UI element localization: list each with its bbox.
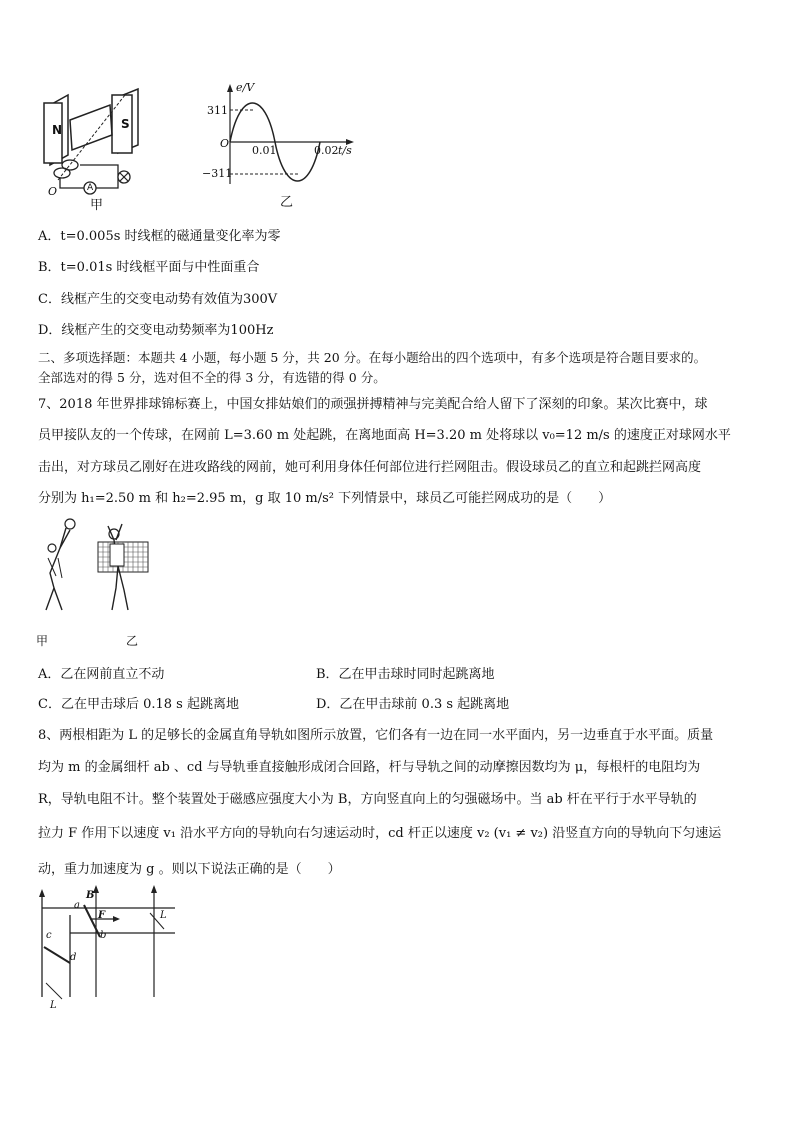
rails-figure: [30, 885, 190, 1010]
q6-option-c: C．线框产生的交变电动势有效值为300V: [38, 292, 278, 307]
q7-line4: 分别为 h₁=2.50 m 和 h₂=2.95 m，g 取 10 m/s² 下列情景中，球员乙可能拦网成功的是（ ）: [38, 491, 612, 506]
graph-x-axis-label: t/s: [338, 144, 352, 157]
q6-option-a: A．t=0.005s 时线框的磁通量变化率为零: [38, 229, 281, 244]
q7-option-b: B．乙在甲击球时同时起跳离地: [316, 667, 495, 682]
magnet-n-label: N: [52, 123, 63, 137]
graph-y-axis-label: e/V: [236, 81, 255, 94]
q7-option-c: C．乙在甲击球后 0.18 s 起跳离地: [38, 697, 239, 712]
rails-label-force-f: F: [98, 910, 106, 921]
q7-line2: 员甲接队友的一个传球，在网前 L=3.60 m 处起跳，在离地面高 H=3.20 m 处将球以 v₀=12 m/s 的速度正对球网水平: [38, 428, 731, 443]
rails-label-a: a: [74, 900, 80, 911]
q8-line5: 动，重力加速度为 g 。则以下说法正确的是（ ）: [38, 862, 341, 877]
q7-line3: 击出，对方球员乙刚好在进攻路线的网前，她可利用身体任何部位进行拦网阻击。假设球员乙的直立和起跳拦网高度: [38, 460, 702, 475]
q7-line1: 7、2018 年世界排球锦标赛上，中国女排姑娘们的顽强拼搏精神与完美配合给人留下了深刻的印象。某次比赛中，球: [38, 397, 708, 412]
rails-label-d: d: [70, 952, 77, 963]
q8-line4: 拉力 F 作用下以速度 v₁ 沿水平方向的导轨向右匀速运动时，cd 杆正以速度 v₂ (v₁ ≠ v₂) 沿竖直方向的导轨向下匀速运: [38, 826, 722, 841]
q6-option-b: B．t=0.01s 时线框平面与中性面重合: [38, 260, 260, 275]
rails-label-l-top: L: [160, 910, 167, 921]
generator-caption: 甲: [90, 198, 104, 213]
rails-label-b: b: [100, 930, 107, 941]
graph-y-max-label: 311: [207, 104, 228, 117]
q7-option-a: A．乙在网前直立不动: [38, 667, 165, 682]
q6-option-d: D．线框产生的交变电动势频率为100Hz: [38, 323, 274, 338]
rails-label-c: c: [46, 930, 52, 941]
graph-origin-label: O: [220, 137, 230, 150]
volleyball-caption-jia: 甲: [36, 634, 49, 648]
volleyball-caption-yi: 乙: [126, 634, 139, 648]
section2-instructions-line2: 全部选对的得 5 分，选对但不全的得 3 分，有选错的得 0 分。: [38, 370, 386, 385]
rails-label-l-bottom: L: [50, 1000, 57, 1011]
q8-line3: R，导轨电阻不计。整个装置处于磁感应强度大小为 B，方向竖直向上的匀强磁场中。当 ab 杆在平行于水平导轨的: [38, 792, 697, 807]
q7-option-d: D．乙在甲击球前 0.3 s 起跳离地: [316, 697, 510, 712]
magnet-s-label: S: [121, 117, 130, 131]
q8-line2: 均为 m 的金属细杆 ab 、cd 与导轨垂直接触形成闭合回路，杆与导轨之间的动摩擦因数均为 μ，每根杆的电阻均为: [38, 760, 701, 775]
graph-caption: 乙: [280, 195, 294, 210]
section2-instructions-line1: 二、多项选择题：本题共 4 小题，每小题 5 分，共 20 分。在每小题给出的四个选项中，有多个选项是符合题目要求的。: [38, 350, 707, 365]
rails-label-field-b: B: [86, 890, 95, 901]
axis-o-label: O: [48, 185, 58, 198]
graph-y-min-label: −311: [202, 167, 233, 180]
graph-x-tick-1: 0.01: [252, 144, 277, 157]
ammeter-label: A: [87, 183, 94, 193]
volleyball-figure: [32, 518, 192, 623]
graph-x-tick-2: 0.02: [314, 144, 339, 157]
q8-line1: 8、两根相距为 L 的足够长的金属直角导轨如图所示放置，它们各有一边在同一水平面内，另一边垂直于水平面。质量: [38, 728, 714, 743]
